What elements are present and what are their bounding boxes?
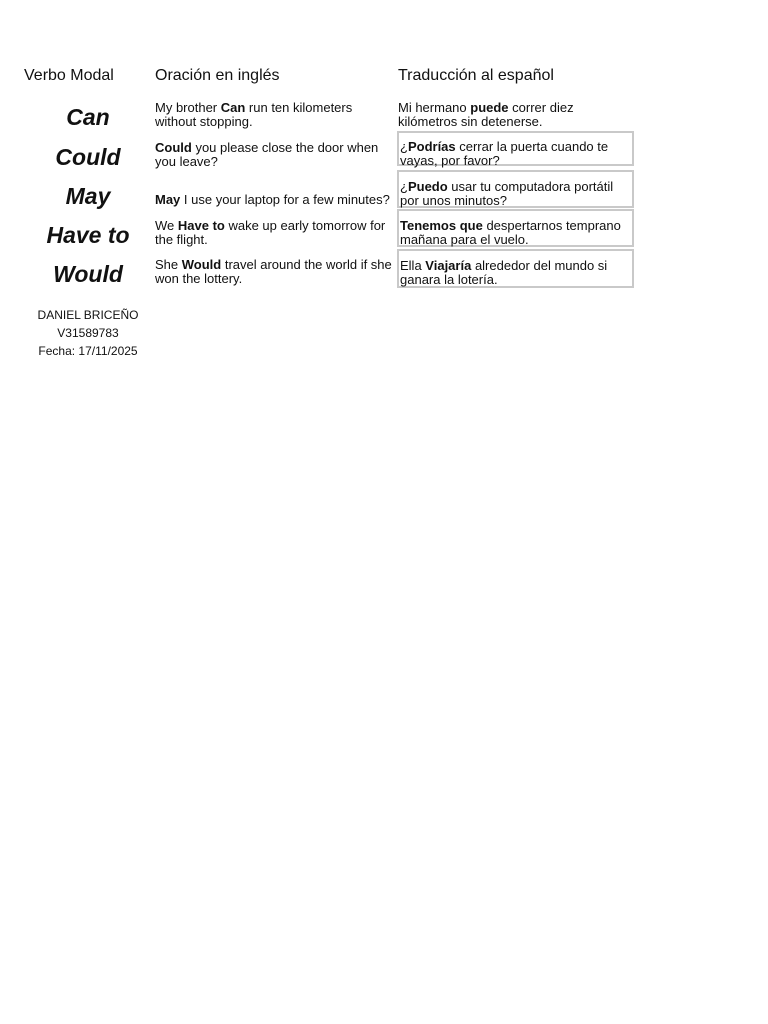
sentence-en-row-2: Could you please close the door when you leave? <box>155 140 379 169</box>
sentence-en-row-4: We Have to wake up early tomorrow for the flight. <box>155 218 386 247</box>
verb-have-to: Have to <box>46 222 130 248</box>
author-id: V31589783 <box>57 326 119 340</box>
verb-can: Can <box>66 104 110 130</box>
author-name: DANIEL BRICEÑO <box>37 308 139 322</box>
translation-es-row-4: Tenemos que despertarnos temprano mañana para el vuelo. <box>397 209 634 247</box>
translation-es-row-1: Mi hermano puede correr diez kilómetros sin detenerse. <box>398 100 574 129</box>
sentence-en-row-1: My brother Can run ten kilometers without stopping. <box>155 100 353 129</box>
header-oracion-ingles: Oración en inglés <box>155 67 280 84</box>
translation-es-row-3: ¿Puedo usar tu computadora portátil por unos minutos? <box>397 170 634 208</box>
verb-would: Would <box>53 261 123 287</box>
translation-es-row-2: ¿Podrías cerrar la puerta cuando te vayas, por favor? <box>397 131 634 166</box>
author-date: Fecha: 17/11/2025 <box>38 344 138 358</box>
translation-es-row-5: Ella Viajaría alrededor del mundo si ganara la lotería. <box>397 249 634 288</box>
header-verbo-modal: Verbo Modal <box>24 67 114 84</box>
sentence-en-row-5: She Would travel around the world if she won the lottery. <box>155 257 392 286</box>
header-traduccion-espanol: Traducción al español <box>398 67 554 84</box>
verb-may: May <box>65 183 111 209</box>
sentence-en-row-3: May I use your laptop for a few minutes? <box>155 192 390 207</box>
verb-could: Could <box>55 144 121 170</box>
